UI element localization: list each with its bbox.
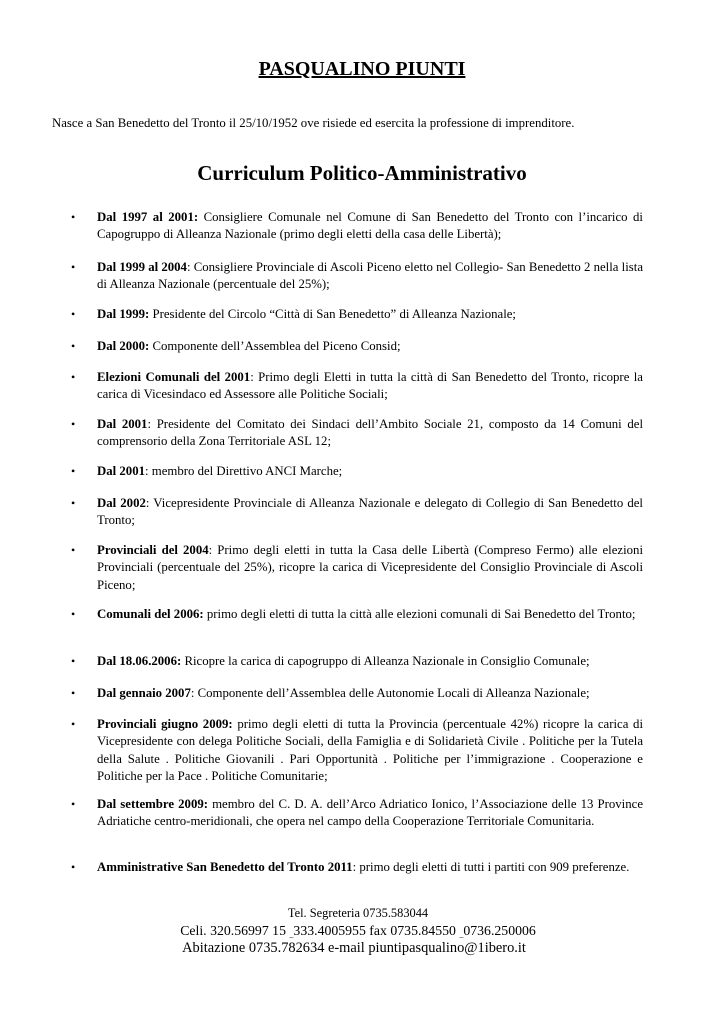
footer-phone-line: Tel. Segreteria 0735.583044 xyxy=(287,906,429,920)
item-text: Consigliere Comunale nel Comune di San Benedetto del Tronto con l’incarico di Capogruppo di Alleanza Nazionale (primo degli eletti della casa delle Libertà); xyxy=(97,210,643,242)
footer-phone-2: 0736.250006 xyxy=(463,923,536,938)
item-text: : Componente dell’Assemblea delle Autonomie Locali di Alleanza Nazionale; xyxy=(190,686,590,700)
item-text: Componente dell’Assemblea del Piceno Consid; xyxy=(149,339,401,353)
item-date: Elezioni Comunali del 2001 xyxy=(97,370,251,384)
item-text: : Consigliere Provinciale di Ascoli Piceno eletto nel Collegio- San Benedetto 2 nella lista di Alleanza Nazionale (percentuale del 25%); xyxy=(97,260,643,292)
list-item xyxy=(71,653,643,670)
list-item xyxy=(71,463,643,480)
list-item xyxy=(71,796,643,831)
list-item xyxy=(71,306,643,323)
bullet-icon: • xyxy=(71,607,76,621)
item-text: : primo degli eletti di tutti i partiti con 909 preferenze. xyxy=(352,860,630,874)
list-item xyxy=(71,338,643,355)
bullet-icon: • xyxy=(71,210,76,224)
item-text: Ricopre la carica di capogruppo di Alleanza Nazionale in Consiglio Comunale; xyxy=(181,654,590,668)
item-date: Dal 2001 xyxy=(97,417,148,431)
bullet-icon: • xyxy=(71,797,76,811)
item-text: : Primo degli eletti in tutta la Casa delle Libertà (Compreso Fermo) alle elezioni Provinciali (percentuale del 25%), ricopre la carica di Vicepresidente del Consiglio Provinciale di Ascoli Piceno; xyxy=(97,543,643,592)
list-item xyxy=(71,716,644,785)
item-text: Presidente del Circolo “Città di San Benedetto” di Alleanza Nazionale; xyxy=(149,307,516,321)
item-date: Dal 1999 al 2004 xyxy=(97,260,187,274)
item-text: : Vicepresidente Provinciale di Alleanza Nazionale e delegato di Collegio di San Benedetto del Tronto; xyxy=(97,496,643,528)
bullet-icon: • xyxy=(71,860,76,874)
item-date: Dal settembre 2009: xyxy=(97,797,208,811)
bullet-icon: • xyxy=(71,260,76,274)
item-date: Dal 1997 al 2001: xyxy=(97,210,199,224)
item-text: primo degli eletti di tutta la Provincia (percentuale 42%) ricopre la carica di Vicepresidente con delega Politiche Sociali, della Famiglia e di Solidarietà Civile . Politiche per la Tutela della Salute . Politiche Giovanili . Pari Opportunità . Politiche per l’immigrazione . Cooperazione e Politiche per la Pace . Politiche Comunitarie; xyxy=(97,717,644,783)
section-heading: Curriculum Politico-Amministrativo xyxy=(197,161,527,185)
item-date: Dal 1999: xyxy=(97,307,150,321)
item-date: Dal 2002 xyxy=(97,496,146,510)
bullet-icon: • xyxy=(71,339,76,353)
item-text: : Primo degli Eletti in tutta la città di San Benedetto del Tronto, ricopre la carica di Vicesindaco ed Assessore alle Politiche Sociali; xyxy=(97,370,643,402)
list-item xyxy=(71,259,643,294)
item-text: primo degli eletti di tutta la città alle elezioni comunali di Sai Benedetto del Tronto; xyxy=(203,607,636,621)
list-item xyxy=(71,416,643,451)
bullet-icon: • xyxy=(71,464,76,478)
list-item xyxy=(71,542,643,594)
item-text: : membro del Direttivo ANCI Marche; xyxy=(145,464,343,478)
footer-home-email-line: Abitazione 0735.782634 e-mail piuntipasqualino@1ibero.it xyxy=(182,940,526,956)
bullet-icon: • xyxy=(71,686,76,700)
bullet-icon: • xyxy=(71,717,76,731)
item-date: Dal gennaio 2007 xyxy=(97,686,191,700)
item-date: Comunali del 2006: xyxy=(97,607,204,621)
intro-paragraph: Nasce a San Benedetto del Tronto il 25/10/1952 ove risiede ed esercita la professione di imprenditore. xyxy=(52,116,575,130)
item-date: Dal 2000: xyxy=(97,339,150,353)
list-item xyxy=(71,209,643,244)
list-item xyxy=(71,859,643,876)
item-date: Dal 2001 xyxy=(97,464,145,478)
document-title: PASQUALINO PIUNTI xyxy=(258,58,466,80)
footer-fax: 333.4005955 fax 0735.84550 xyxy=(293,923,456,938)
list-item xyxy=(71,495,643,530)
list-item xyxy=(71,369,643,404)
bullet-icon: • xyxy=(71,654,76,668)
item-text: : Presidente del Comitato dei Sindaci dell’Ambito Sociale 21, composto da 14 Comuni del comprensorio della Zona Territoriale ASL 12; xyxy=(97,417,643,449)
item-date: Provinciali giugno 2009: xyxy=(97,717,233,731)
bullet-icon: • xyxy=(71,417,76,431)
item-text: membro del C. D. A. dell’Arco Adriatico Ionico, l’Associazione delle 13 Province Adriatiche centro-meridionali, che opera nel campo della Cooperazione Territoriale Comunitaria. xyxy=(97,797,643,829)
bullet-icon: • xyxy=(71,543,76,557)
footer-separator: _ xyxy=(459,930,464,939)
item-date: Provinciali del 2004 xyxy=(97,543,209,557)
item-date: Amministrative San Benedetto del Tronto 2011 xyxy=(97,860,353,874)
bullet-icon: • xyxy=(71,370,76,384)
bullet-icon: • xyxy=(71,307,76,321)
item-date: Dal 18.06.2006: xyxy=(97,654,182,668)
footer-numbers-line xyxy=(0,923,720,939)
footer-separator: _ xyxy=(289,930,294,939)
list-item xyxy=(71,606,643,623)
list-item xyxy=(71,685,643,702)
bullet-icon: • xyxy=(71,496,76,510)
footer-mobile: Celi. 320.56997 15 xyxy=(180,923,286,938)
